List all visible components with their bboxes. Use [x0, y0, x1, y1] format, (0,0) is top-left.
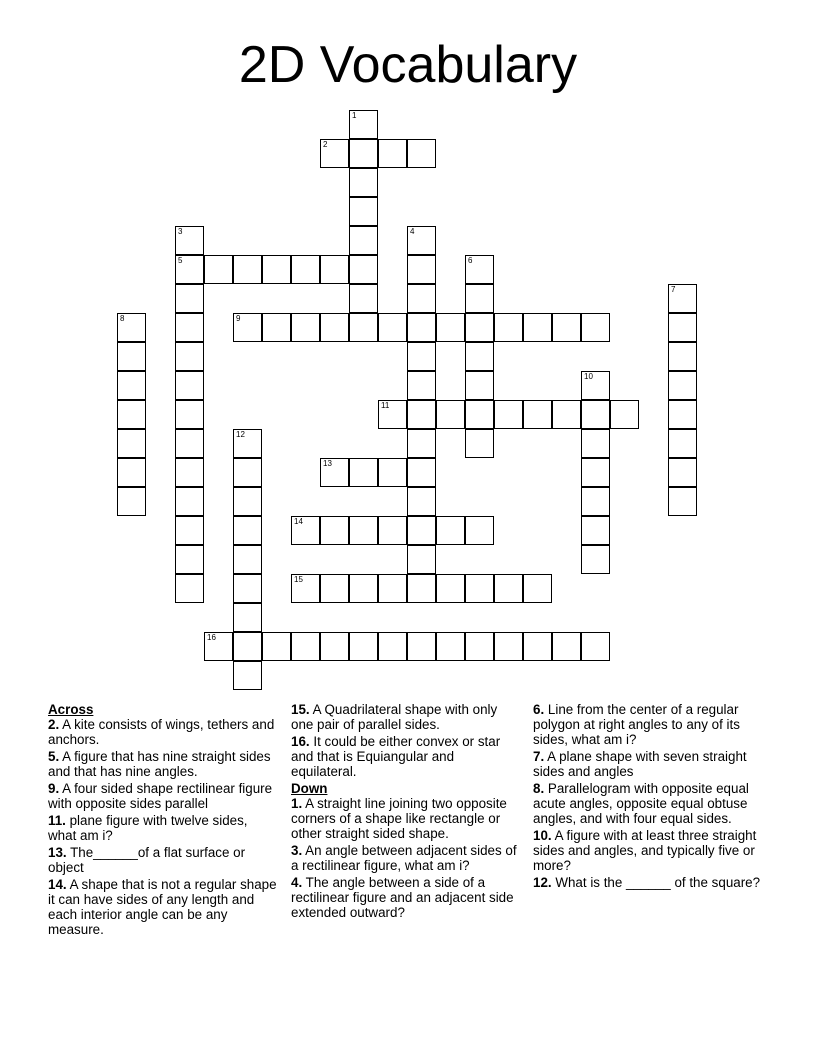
grid-cell[interactable]: [668, 487, 697, 516]
grid-cell[interactable]: [465, 400, 494, 429]
grid-cell[interactable]: [407, 487, 436, 516]
grid-cell[interactable]: [436, 632, 465, 661]
grid-cell[interactable]: [552, 632, 581, 661]
clue-number: 8: [120, 314, 125, 323]
grid-cell[interactable]: [291, 516, 320, 545]
grid-cell[interactable]: [349, 110, 378, 139]
grid-cell[interactable]: [581, 545, 610, 574]
clue-text: A figure with at least three straight sides and angles, and typically five or more?: [533, 828, 757, 873]
grid-cell[interactable]: [291, 313, 320, 342]
grid-cell[interactable]: [117, 487, 146, 516]
grid-cell[interactable]: [581, 458, 610, 487]
grid-cell[interactable]: [407, 400, 436, 429]
clue-text: A figure that has nine straight sides and that has nine angles.: [48, 749, 271, 779]
grid-cell[interactable]: [494, 400, 523, 429]
clue-number-label: 4.: [291, 875, 303, 890]
clue-text: A straight line joining two opposite corners of a shape like rectangle or other straight sided shape.: [291, 796, 507, 841]
grid-cell[interactable]: [175, 284, 204, 313]
grid-cell[interactable]: [204, 255, 233, 284]
grid-cell[interactable]: [320, 139, 349, 168]
clue-number: 7: [671, 285, 676, 294]
grid-cell[interactable]: [175, 574, 204, 603]
grid-cell[interactable]: [262, 632, 291, 661]
clue-text: An angle between adjacent sides of a rectilinear figure, what am i?: [291, 843, 517, 873]
across-clue: [48, 813, 278, 843]
clue-column-2: [291, 702, 521, 922]
clue-text: The______of a flat surface or object: [48, 845, 246, 875]
clue-number-label: 6.: [533, 702, 545, 717]
grid-cell[interactable]: [465, 255, 494, 284]
clue-number: 13: [323, 459, 332, 468]
page-title: 2D Vocabulary: [238, 36, 578, 94]
grid-cell[interactable]: [581, 313, 610, 342]
grid-cell[interactable]: [581, 632, 610, 661]
down-clue: [533, 749, 763, 779]
grid-cell[interactable]: [668, 313, 697, 342]
grid-cell[interactable]: [291, 574, 320, 603]
clue-column-1: [48, 702, 278, 939]
grid-cell[interactable]: [581, 400, 610, 429]
grid-cell[interactable]: [175, 226, 204, 255]
clue-column-3: [533, 702, 763, 892]
grid-cell[interactable]: [349, 168, 378, 197]
grid-cell[interactable]: [320, 313, 349, 342]
grid-cell[interactable]: [581, 516, 610, 545]
grid-cell[interactable]: [175, 516, 204, 545]
grid-cell[interactable]: [436, 574, 465, 603]
grid-cell[interactable]: [494, 313, 523, 342]
grid-cell[interactable]: [233, 603, 262, 632]
grid-cell[interactable]: [407, 139, 436, 168]
grid-cell[interactable]: [117, 458, 146, 487]
grid-cell[interactable]: [523, 574, 552, 603]
clue-number: 6: [468, 256, 473, 265]
clue-number: 9: [236, 314, 241, 323]
grid-cell[interactable]: [436, 313, 465, 342]
clue-text: plane figure with twelve sides, what am i?: [48, 813, 248, 843]
grid-cell[interactable]: [291, 632, 320, 661]
clue-number: 11: [381, 401, 390, 410]
clue-text: It could be either convex or star and that is Equiangular and equilateral.: [291, 734, 501, 779]
grid-cell[interactable]: [407, 429, 436, 458]
grid-cell[interactable]: [175, 429, 204, 458]
grid-cell[interactable]: [465, 284, 494, 313]
clue-number: 1: [352, 111, 357, 120]
clue-text: The angle between a side of a rectilinear figure and an adjacent side extended outward?: [291, 875, 514, 920]
grid-cell[interactable]: [175, 342, 204, 371]
grid-cell[interactable]: [668, 400, 697, 429]
clue-number-label: 10.: [533, 828, 552, 843]
grid-cell[interactable]: [320, 574, 349, 603]
grid-cell[interactable]: [349, 458, 378, 487]
grid-cell[interactable]: [494, 574, 523, 603]
grid-cell[interactable]: [581, 487, 610, 516]
down-clue: [533, 702, 763, 747]
grid-cell[interactable]: [552, 400, 581, 429]
grid-cell[interactable]: [407, 342, 436, 371]
grid-cell[interactable]: [349, 139, 378, 168]
clue-number-label: 2.: [48, 717, 60, 732]
grid-cell[interactable]: [523, 313, 552, 342]
grid-cell[interactable]: [175, 400, 204, 429]
grid-cell[interactable]: [407, 313, 436, 342]
grid-cell[interactable]: [407, 632, 436, 661]
grid-cell[interactable]: [349, 197, 378, 226]
grid-cell[interactable]: [320, 255, 349, 284]
grid-cell[interactable]: [378, 516, 407, 545]
across-clue: [48, 781, 278, 811]
clue-number: 15: [294, 575, 303, 584]
clue-number: 16: [207, 633, 216, 642]
grid-cell[interactable]: [668, 458, 697, 487]
grid-cell[interactable]: [465, 371, 494, 400]
grid-cell[interactable]: [117, 342, 146, 371]
grid-cell[interactable]: [668, 429, 697, 458]
down-clue: [533, 828, 763, 873]
grid-cell[interactable]: [378, 139, 407, 168]
grid-cell[interactable]: [117, 400, 146, 429]
grid-cell[interactable]: [233, 545, 262, 574]
grid-cell[interactable]: [349, 632, 378, 661]
grid-cell[interactable]: [175, 313, 204, 342]
grid-cell[interactable]: [349, 313, 378, 342]
grid-cell[interactable]: [378, 313, 407, 342]
grid-cell[interactable]: [465, 516, 494, 545]
grid-cell[interactable]: [668, 342, 697, 371]
grid-cell[interactable]: [465, 313, 494, 342]
clue-text: Line from the center of a regular polygon at right angles to any of its sides, what am i?: [533, 702, 740, 747]
across-clue: [291, 734, 521, 779]
across-clue: [48, 877, 278, 937]
grid-cell[interactable]: [668, 284, 697, 313]
grid-cell[interactable]: [407, 371, 436, 400]
grid-cell[interactable]: [465, 632, 494, 661]
grid-cell[interactable]: [610, 400, 639, 429]
grid-cell[interactable]: [320, 516, 349, 545]
clue-number-label: 3.: [291, 843, 303, 858]
clue-text: A shape that is not a regular shape it can have sides of any length and each interior angle can be any measure.: [48, 877, 277, 937]
grid-cell[interactable]: [262, 313, 291, 342]
grid-cell[interactable]: [349, 226, 378, 255]
grid-cell[interactable]: [407, 255, 436, 284]
grid-cell[interactable]: [175, 545, 204, 574]
grid-cell[interactable]: [668, 371, 697, 400]
grid-cell[interactable]: [407, 458, 436, 487]
down-clue: [291, 796, 521, 841]
clue-number: 4: [410, 227, 415, 236]
grid-cell[interactable]: [407, 545, 436, 574]
clue-text: What is the ______ of the square?: [551, 875, 761, 890]
grid-cell[interactable]: [465, 342, 494, 371]
grid-cell[interactable]: [552, 313, 581, 342]
across-clue: [48, 845, 278, 875]
grid-cell[interactable]: [407, 284, 436, 313]
grid-cell[interactable]: [349, 516, 378, 545]
clue-number-label: 9.: [48, 781, 60, 796]
clue-number-label: 15.: [291, 702, 310, 717]
grid-cell[interactable]: [494, 632, 523, 661]
down-clue: [533, 781, 763, 826]
clue-number-label: 14.: [48, 877, 67, 892]
grid-cell[interactable]: [117, 371, 146, 400]
clue-number-label: 13.: [48, 845, 67, 860]
across-clue: [48, 749, 278, 779]
grid-cell[interactable]: [349, 284, 378, 313]
clue-number: 5: [178, 256, 183, 265]
grid-cell[interactable]: [233, 661, 262, 690]
clue-number: 10: [584, 372, 593, 381]
across-heading: Across: [48, 702, 94, 717]
grid-cell[interactable]: [378, 632, 407, 661]
clue-number: 14: [294, 517, 303, 526]
grid-cell[interactable]: [349, 574, 378, 603]
grid-cell[interactable]: [320, 632, 349, 661]
grid-cell[interactable]: [117, 429, 146, 458]
grid-cell[interactable]: [436, 400, 465, 429]
grid-cell[interactable]: [378, 400, 407, 429]
across-clue: [48, 717, 278, 747]
down-heading: Down: [291, 781, 328, 796]
grid-cell[interactable]: [320, 458, 349, 487]
grid-cell[interactable]: [204, 632, 233, 661]
grid-cell[interactable]: [117, 313, 146, 342]
grid-cell[interactable]: [175, 487, 204, 516]
grid-cell[interactable]: [233, 255, 262, 284]
grid-cell[interactable]: [523, 400, 552, 429]
clue-number-label: 12.: [533, 875, 552, 890]
clue-number: 12: [236, 430, 245, 439]
grid-cell[interactable]: [233, 574, 262, 603]
clue-number-label: 1.: [291, 796, 303, 811]
clue-text: A Quadrilateral shape with only one pair of parallel sides.: [291, 702, 498, 732]
clue-number-label: 11.: [48, 813, 66, 828]
grid-cell[interactable]: [233, 632, 262, 661]
grid-cell[interactable]: [233, 429, 262, 458]
grid-cell[interactable]: [175, 458, 204, 487]
clue-number: 2: [323, 140, 328, 149]
clue-number-label: 8.: [533, 781, 545, 796]
grid-cell[interactable]: [175, 255, 204, 284]
grid-cell[interactable]: [378, 458, 407, 487]
grid-cell[interactable]: [291, 255, 320, 284]
grid-cell[interactable]: [465, 574, 494, 603]
grid-cell[interactable]: [233, 487, 262, 516]
grid-cell[interactable]: [581, 429, 610, 458]
clue-text: A plane shape with seven straight sides and angles: [533, 749, 747, 779]
grid-cell[interactable]: [233, 458, 262, 487]
clue-text: Parallelogram with opposite equal acute angles, opposite equal obtuse angles, and with four equal sides.: [533, 781, 749, 826]
grid-cell[interactable]: [262, 255, 291, 284]
clue-number-label: 5.: [48, 749, 60, 764]
grid-cell[interactable]: [523, 632, 552, 661]
grid-cell[interactable]: [233, 516, 262, 545]
grid-cell[interactable]: [581, 371, 610, 400]
grid-cell[interactable]: [407, 516, 436, 545]
grid-cell[interactable]: [175, 371, 204, 400]
clue-number-label: 16.: [291, 734, 310, 749]
clue-number: 3: [178, 227, 183, 236]
grid-cell[interactable]: [378, 574, 407, 603]
down-clue: [291, 875, 521, 920]
grid-cell[interactable]: [349, 255, 378, 284]
across-clue: [291, 702, 521, 732]
down-clue: [533, 875, 763, 890]
grid-cell[interactable]: [436, 516, 465, 545]
clue-text: A kite consists of wings, tethers and anchors.: [48, 717, 275, 747]
down-clue: [291, 843, 521, 873]
grid-cell[interactable]: [465, 429, 494, 458]
clue-number-label: 7.: [533, 749, 545, 764]
grid-cell[interactable]: [233, 313, 262, 342]
grid-cell[interactable]: [407, 226, 436, 255]
grid-cell[interactable]: [407, 574, 436, 603]
clue-text: A four sided shape rectilinear figure with opposite sides parallel: [48, 781, 273, 811]
